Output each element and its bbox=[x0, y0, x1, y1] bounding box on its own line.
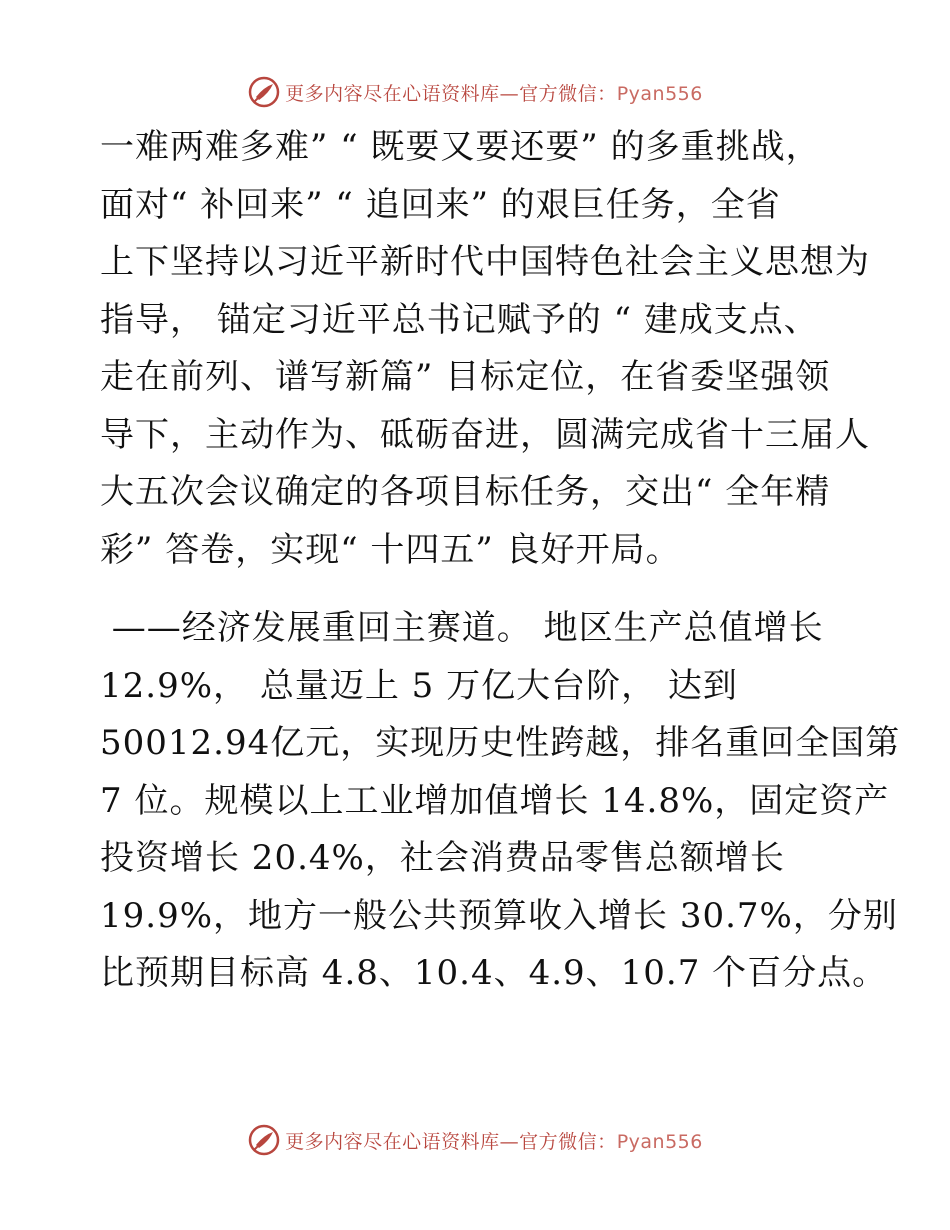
watermark-main-text: 更多内容尽在心语资料库 bbox=[285, 82, 500, 105]
book-logo-icon bbox=[247, 75, 281, 109]
watermark-separator: — bbox=[499, 1130, 520, 1153]
text-line: 50012.94亿元，实现历史性跨越，排名重回全国第 bbox=[100, 723, 901, 763]
paragraph-gap bbox=[100, 579, 900, 600]
text-line: 7 位。规模以上工业增加值增长 14.8%，固定资产 bbox=[100, 780, 890, 821]
text-line: 彩” 答卷，实现“ 十四五” 良好开局。 bbox=[100, 529, 681, 570]
text-line: 走在前列、谱写新篇” 目标定位，在省委坚强领 bbox=[100, 357, 831, 397]
footer-watermark bbox=[0, 1120, 950, 1160]
text-line: 比预期目标高 4.8、10.4、4.9、10.7 个百分点。 bbox=[100, 953, 888, 993]
document-body bbox=[100, 119, 900, 1003]
watermark-account: Pyan556 bbox=[616, 1130, 703, 1153]
watermark-main-text: 更多内容尽在心语资料库 bbox=[285, 1130, 500, 1153]
watermark-account: Pyan556 bbox=[616, 82, 703, 105]
watermark-official-label: 官方微信： bbox=[519, 1130, 617, 1153]
watermark-official-label: 官方微信： bbox=[519, 82, 617, 105]
watermark-separator: — bbox=[499, 82, 520, 105]
text-line: 导下，主动作为、砥砺奋进，圆满完成省十三届人 bbox=[100, 414, 870, 455]
text-line: 大五次会议确定的各项目标任务，交出“ 全年精 bbox=[100, 472, 831, 512]
book-logo-icon bbox=[247, 1123, 281, 1157]
paragraph-2 bbox=[100, 600, 900, 1003]
text-line: 12.9%， 总量迈上 5 万亿大台阶， 达到 bbox=[100, 665, 738, 706]
watermark-text bbox=[285, 79, 703, 106]
text-line: 投资增长 20.4%，社会消费品零售总额增长 bbox=[100, 838, 785, 878]
text-line: 上下坚持以习近平新时代中国特色社会主义思想为 bbox=[100, 242, 870, 282]
text-line: 19.9%，地方一般公共预算收入增长 30.7%，分别 bbox=[100, 895, 898, 936]
text-line: 一难两难多难” “ 既要又要还要” 的多重挑战， bbox=[100, 127, 821, 167]
text-line: ——经济发展重回主赛道。 地区生产总值增长 bbox=[100, 608, 824, 648]
watermark-text bbox=[285, 1127, 703, 1154]
header-watermark bbox=[0, 72, 950, 112]
text-line: 面对“ 补回来” “ 追回来” 的艰巨任务，全省 bbox=[100, 184, 781, 225]
text-line: 指导， 锚定习近平总书记赋予的 “ 建成支点、 bbox=[100, 299, 819, 340]
paragraph-1 bbox=[100, 119, 900, 579]
